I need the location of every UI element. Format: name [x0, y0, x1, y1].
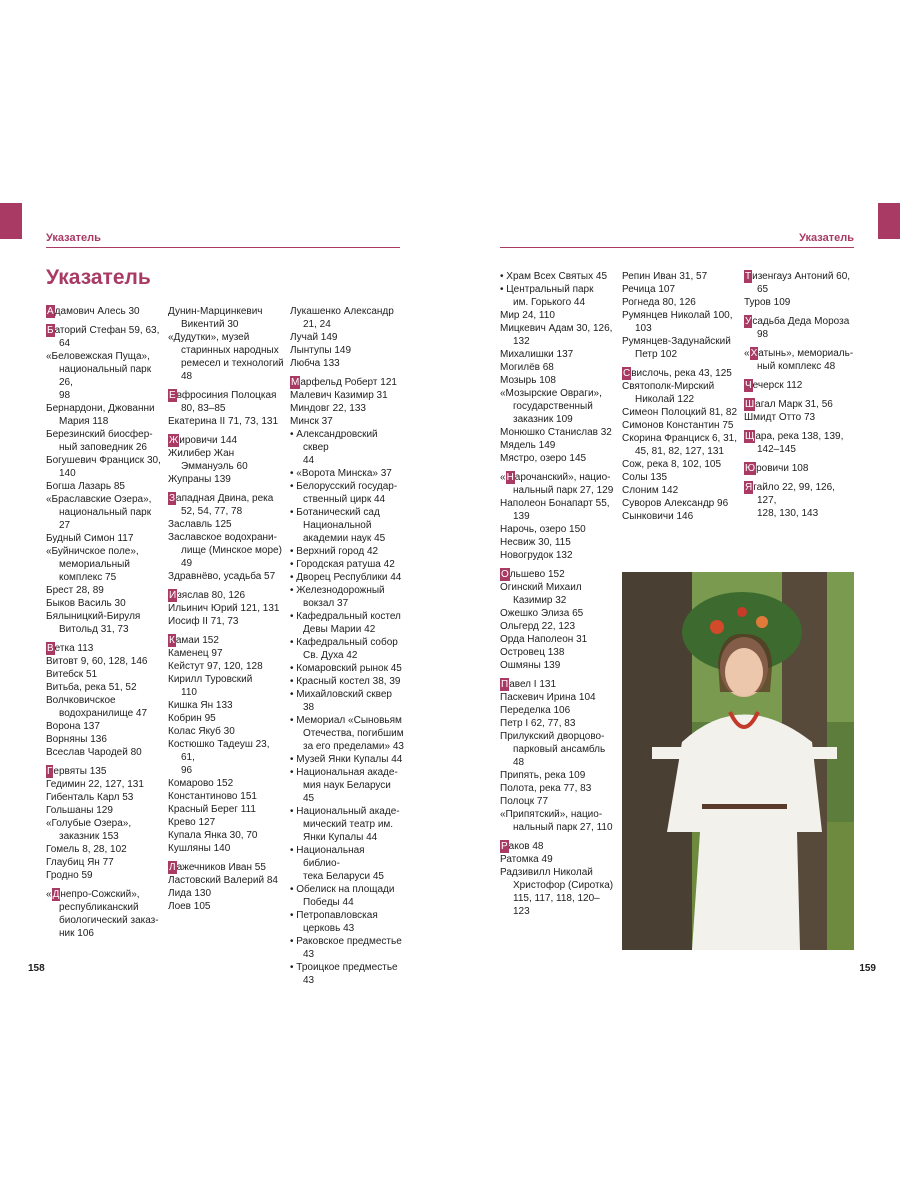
letter-badge: Я [745, 482, 753, 493]
index-entry: Жировичи 144 [169, 435, 238, 446]
index-entry: Солы 135 [622, 472, 668, 483]
index-entry: Симонов Константин 75 [622, 420, 734, 431]
index-entry: Румянцев-Задунайский Петр 102 [622, 336, 731, 360]
index-entry: Миндовг 22, 133 [290, 403, 366, 414]
letter-group [500, 840, 618, 918]
index-entry: Речица 107 [622, 284, 676, 295]
letter-badge: В [47, 643, 54, 654]
index-entry: • Александровский сквер 44 [290, 429, 378, 466]
index-entry: Гибенталь Карл 53 [46, 792, 134, 803]
letter-badge: А [47, 306, 54, 317]
index-entry: Мир 24, 110 [500, 310, 555, 321]
index-entry: Костюшко Тадеуш 23, 61, 96 [168, 739, 270, 776]
index-entry: Гольшаны 129 [46, 805, 113, 816]
index-entry: Любча 133 [290, 358, 340, 369]
letter-group [46, 888, 164, 940]
index-entry: «Хатынь», мемориаль- ный комплекс 48 [744, 348, 854, 372]
index-entry: • Городская ратуша 42 [290, 559, 395, 570]
index-entry: Глаубиц Ян 77 [46, 857, 114, 868]
index-entry: Каменец 97 [168, 648, 223, 659]
index-entry: Репин Иван 31, 57 [622, 271, 708, 282]
index-entry: Прилукский дворцово- парковый ансамбль 48 [500, 731, 606, 768]
index-entry: Брест 28, 89 [46, 585, 104, 596]
right-header-rule [500, 247, 854, 248]
letter-group [168, 589, 286, 628]
letter-badge: З [169, 493, 176, 504]
index-entry: Ворона 137 [46, 721, 100, 732]
index-entry: Ратомка 49 [500, 854, 553, 865]
letter-badge: Х [750, 348, 758, 359]
index-entry: Новогрудок 132 [500, 550, 573, 561]
index-entry: Мястро, озеро 145 [500, 453, 587, 464]
letter-group [744, 398, 856, 424]
letter-group [168, 305, 286, 383]
index-entry: Заславль 125 [168, 519, 232, 530]
index-entry: • Национальная библио- тека Беларуси 45 [290, 845, 384, 882]
letter-badge: О [501, 569, 509, 580]
index-entry: Крево 127 [168, 817, 216, 828]
letter-group [500, 568, 618, 672]
letter-badge: Е [169, 390, 176, 401]
index-entry: • Петропавловская церковь 43 [290, 910, 378, 934]
letter-group [622, 367, 740, 523]
index-entry: Гомель 8, 28, 102 [46, 844, 127, 855]
letter-group [168, 492, 286, 583]
index-entry: «Браславские Озера», национальный парк 27 [46, 494, 152, 531]
index-entry: Лукашенко Александр 21, 24 [290, 306, 394, 330]
index-entry: Лида 130 [168, 888, 212, 899]
index-entry: Румянцев Николай 100, 103 [622, 310, 733, 334]
index-entry: Березинский биосфер- ный заповедник 26 [46, 429, 153, 453]
index-entry: Западная Двина, река 52, 54, 77, 78 [169, 493, 274, 517]
index-entry: Сож, река 8, 102, 105 [622, 459, 722, 470]
index-entry: Паскевич Ирина 104 [500, 692, 596, 703]
letter-group [744, 481, 856, 520]
index-column-5 [622, 270, 740, 529]
index-entry: Слоним 142 [622, 485, 679, 496]
index-entry: Несвиж 30, 115 [500, 537, 571, 548]
index-entry: • Красный костел 38, 39 [290, 676, 401, 687]
index-entry: • Обелиск на площади Победы 44 [290, 884, 395, 908]
index-entry: «Припятский», нацио- нальный парк 27, 110 [500, 809, 613, 833]
index-entry: Павел I 131 [501, 679, 557, 690]
index-entry: «Днепро-Сожский», республиканский биологический заказ- ник 106 [46, 889, 159, 939]
index-entry: Свислочь, река 43, 125 [623, 368, 732, 379]
index-entry: Екатерина II 71, 73, 131 [168, 416, 279, 427]
index-entry: Ильинич Юрий 121, 131 [168, 603, 280, 614]
letter-badge: П [501, 679, 509, 690]
letter-group [744, 315, 856, 341]
index-entry: Жилибер Жан Эммануэль 60 [168, 448, 248, 472]
index-column-2 [168, 305, 286, 919]
index-entry: • Верхний город 42 [290, 546, 379, 557]
left-page-number: 158 [28, 963, 45, 974]
index-entry: • Белорусский государ- ственный цирк 44 [290, 481, 398, 505]
index-column-3 [290, 305, 404, 993]
index-entry: Иосиф II 71, 73 [168, 616, 239, 627]
index-entry: Кирилл Туровский 110 [168, 674, 253, 698]
index-entry: • «Ворота Минска» 37 [290, 468, 392, 479]
index-entry: «Беловежская Пуща», национальный парк 26, 98 [46, 351, 152, 401]
index-entry: • Железнодорожный вокзал 37 [290, 585, 385, 609]
letter-badge: Г [47, 766, 53, 777]
letter-group [46, 765, 164, 882]
index-entry: • Михайловский сквер 38 [290, 689, 392, 713]
index-entry: Михалишки 137 [500, 349, 574, 360]
right-running-header: Указатель [799, 232, 854, 244]
index-entry: Витовт 9, 60, 128, 146 [46, 656, 148, 667]
letter-badge: Щ [745, 431, 755, 442]
letter-group [290, 305, 404, 370]
index-entry: Жупраны 139 [168, 474, 231, 485]
index-entry: • Храм Всех Святых 45 [500, 271, 608, 282]
letter-badge: Ч [745, 380, 752, 391]
index-entry: Кишка Ян 133 [168, 700, 233, 711]
letter-badge: Ж [169, 435, 179, 446]
index-entry: Шмидт Отто 73 [744, 412, 816, 423]
letter-group [46, 305, 164, 318]
index-entry: Колас Якуб 30 [168, 726, 235, 737]
index-entry: Чечерск 112 [745, 380, 803, 391]
index-entry: Здравнёво, усадьба 57 [168, 571, 276, 582]
left-header-rule [46, 247, 400, 248]
index-entry: Шагал Марк 31, 56 [745, 399, 833, 410]
index-entry: Монюшко Станислав 32 [500, 427, 612, 438]
index-entry: Ольгерд 22, 123 [500, 621, 576, 632]
letter-badge: К [169, 635, 175, 646]
letter-badge: И [169, 590, 177, 601]
index-entry: Богша Лазарь 85 [46, 481, 125, 492]
index-entry: «Дудутки», музей старинных народных ремесел и технологий 48 [168, 332, 284, 382]
index-entry: • Комаровский рынок 45 [290, 663, 402, 674]
index-entry: Витебск 51 [46, 669, 98, 680]
index-entry: Огинский Михаил Казимир 32 [500, 582, 582, 606]
letter-badge: Н [506, 472, 514, 483]
index-entry: Заславское водохрани- лище (Минское море) 49 [168, 532, 282, 569]
index-entry: Ошмяны 139 [500, 660, 561, 671]
index-entry: Красный Берег 111 [168, 804, 256, 815]
letter-badge: Л [169, 862, 176, 873]
index-entry: Святополк-Мирский Николай 122 [622, 381, 715, 405]
index-entry: Симеон Полоцкий 81, 82 [622, 407, 737, 418]
index-entry: Скорина Франциск 6, 31, 45, 81, 82, 127, 131 [622, 433, 738, 457]
letter-badge: Т [745, 271, 752, 282]
index-entry: Радзивилл Николай Христофор (Сиротка) 115, 117, 118, 120– 123 [500, 867, 614, 917]
letter-badge: Ю [745, 463, 756, 474]
letter-badge: С [623, 368, 631, 379]
index-entry: Юровичи 108 [745, 463, 809, 474]
letter-badge: Д [52, 889, 60, 900]
index-entry: Могилёв 68 [500, 362, 554, 373]
index-entry: Лажечников Иван 55 [169, 862, 266, 873]
letter-badge: Б [47, 325, 54, 336]
index-entry: Малевич Казимир 31 [290, 390, 388, 401]
index-entry: • Кафедральный костел Девы Марии 42 [290, 611, 401, 635]
index-entry: «Мозырские Овраги», государственный заказник 109 [500, 388, 602, 425]
letter-group [744, 270, 856, 309]
index-entry: • Ботанический сад Национальной академии наук 45 [290, 507, 386, 544]
index-entry: Всеслав Чародей 80 [46, 747, 142, 758]
index-entry: Изяслав 80, 126 [169, 590, 246, 601]
index-entry: Ветка 113 [47, 643, 94, 654]
index-entry: «Буйничское поле», мемориальный комплекс 75 [46, 546, 139, 583]
index-entry: • Дворец Республики 44 [290, 572, 402, 583]
index-entry: Лоев 105 [168, 901, 211, 912]
index-entry: Гродно 59 [46, 870, 93, 881]
letter-group [168, 434, 286, 486]
index-entry: Кобрин 95 [168, 713, 216, 724]
index-entry: Евфросиния Полоцкая 80, 83–85 [169, 390, 277, 414]
index-entry: Дунин-Марцинкевич Викентий 30 [168, 306, 263, 330]
letter-group [46, 642, 164, 759]
index-entry: Усадьба Деда Мороза 98 [745, 316, 850, 340]
index-entry: Константиново 151 [168, 791, 257, 802]
index-entry: Наполеон Бонапарт 55, 139 [500, 498, 610, 522]
index-entry: «Голубые Озера», заказник 153 [46, 818, 132, 842]
letter-group [290, 376, 404, 987]
index-entry: Петр I 62, 77, 83 [500, 718, 576, 729]
index-entry: • Раковское предместье 43 [290, 936, 402, 960]
letter-badge: Р [501, 841, 508, 852]
index-entry: Припять, река 109 [500, 770, 586, 781]
index-entry: Раков 48 [501, 841, 544, 852]
index-entry: Туров 109 [744, 297, 791, 308]
index-entry: Быков Василь 30 [46, 598, 126, 609]
index-entry: • Национальный акаде- мический театр им. Янки Купалы 44 [290, 806, 400, 843]
index-entry: • Национальная акаде- мия наук Беларуси 45 [290, 767, 398, 804]
index-entry: Переделка 106 [500, 705, 571, 716]
woman-in-flower-wreath-photo [622, 572, 854, 950]
letter-group [168, 389, 286, 428]
index-entry: Тизенгауз Антоний 60, 65 [745, 271, 851, 295]
index-entry: • Троицкое предместье 43 [290, 962, 398, 986]
index-entry: Островец 138 [500, 647, 565, 658]
index-entry: Камаи 152 [169, 635, 219, 646]
letter-group [168, 634, 286, 855]
index-entry: «Нарочанский», нацио- нальный парк 27, 129 [500, 472, 614, 496]
index-entry: Богушевич Франциск 30, 140 [46, 455, 161, 479]
index-entry: Будный Симон 117 [46, 533, 134, 544]
letter-group [744, 347, 856, 373]
left-running-header: Указатель [46, 232, 101, 244]
letter-group [744, 379, 856, 392]
index-entry: Орда Наполеон 31 [500, 634, 588, 645]
index-entry: Купала Янка 30, 70 [168, 830, 258, 841]
letter-badge: М [291, 377, 300, 388]
right-page-tab [878, 203, 900, 239]
index-entry: Гервяты 135 [47, 766, 107, 777]
index-entry: Рогнеда 80, 126 [622, 297, 696, 308]
index-entry: Волчковичское водохранилище 47 [46, 695, 148, 719]
index-entry: Нарочь, озеро 150 [500, 524, 586, 535]
index-entry: Мядель 149 [500, 440, 556, 451]
index-entry: • Центральный парк им. Горького 44 [500, 284, 594, 308]
index-entry: Ластовский Валерий 84 [168, 875, 278, 886]
index-entry: • Кафедральный собор Св. Духа 42 [290, 637, 398, 661]
index-entry: Полота, река 77, 83 [500, 783, 592, 794]
page-title: Указатель [46, 266, 151, 289]
index-entry: Кушляны 140 [168, 843, 231, 854]
index-entry: • Музей Янки Купалы 44 [290, 754, 403, 765]
index-entry: Суворов Александр 96 [622, 498, 729, 509]
index-entry: Лынтупы 149 [290, 345, 352, 356]
index-column-4 [500, 270, 618, 924]
index-entry: Кейстут 97, 120, 128 [168, 661, 263, 672]
index-entry: Ворняны 136 [46, 734, 107, 745]
letter-group [744, 462, 856, 475]
index-entry: Бялыницкий-Бируля Витольд 31, 73 [46, 611, 141, 635]
index-column-1 [46, 305, 164, 946]
letter-badge: Ш [745, 399, 755, 410]
index-entry: Сынковичи 146 [622, 511, 694, 522]
letter-group [168, 861, 286, 913]
index-entry: Бернардони, Джованни Мария 118 [46, 403, 155, 427]
index-entry: Ягайло 22, 99, 126, 127, 128, 130, 143 [745, 482, 835, 519]
letter-group [622, 270, 740, 361]
letter-badge: У [745, 316, 752, 327]
index-entry: Минск 37 [290, 416, 333, 427]
letter-group [46, 324, 164, 636]
letter-group [500, 678, 618, 834]
index-entry: Мозырь 108 [500, 375, 556, 386]
left-page-tab [0, 203, 22, 239]
index-entry: Ольшево 152 [501, 569, 565, 580]
letter-group [744, 430, 856, 456]
index-entry: Лучай 149 [290, 332, 338, 343]
letter-group [500, 270, 618, 465]
index-entry: Щара, река 138, 139, 142–145 [745, 431, 844, 455]
index-entry: Комарово 152 [168, 778, 234, 789]
letter-group [500, 471, 618, 562]
index-column-6 [744, 270, 856, 526]
index-entry: Гедимин 22, 127, 131 [46, 779, 144, 790]
index-entry: Полоцк 77 [500, 796, 549, 807]
index-entry: Ожешко Элиза 65 [500, 608, 584, 619]
index-entry: Мицкевич Адам 30, 126, 132 [500, 323, 613, 347]
index-entry: Баторий Стефан 59, 63, 64 [47, 325, 160, 349]
index-entry: • Мемориал «Сыновьям Отечества, погибшим за его пределами» 43 [290, 715, 404, 752]
right-page-number: 159 [859, 963, 876, 974]
index-entry: Витьба, река 51, 52 [46, 682, 137, 693]
index-entry: Марфельд Роберт 121 [291, 377, 397, 388]
index-entry: Адамович Алесь 30 [47, 306, 140, 317]
